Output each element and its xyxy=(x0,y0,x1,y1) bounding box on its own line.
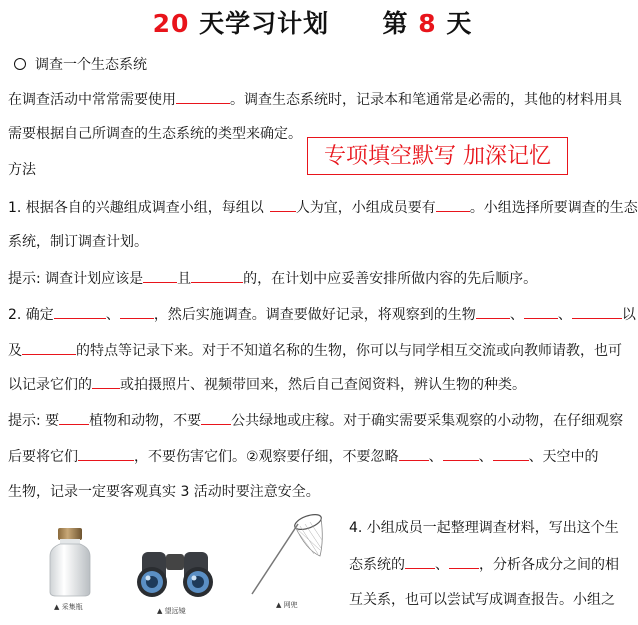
text-segment: 系统，制订调查计划。 xyxy=(8,234,148,250)
title-plan-text: 天学习计划 xyxy=(199,9,330,38)
title-day-number: 8 xyxy=(418,9,437,38)
text-segment: 互关系，也可以尝试写成调查报告。小组之 xyxy=(349,592,615,608)
text-segment: 提示: 调查计划应该是 xyxy=(8,271,144,287)
text-segment: 、 xyxy=(105,307,120,323)
text-segment: 以 xyxy=(621,307,636,323)
fill-blank[interactable] xyxy=(92,374,120,389)
text-segment: 1. 根据各自的兴趣组成调查小组，每组以 xyxy=(8,200,264,216)
fill-blank[interactable] xyxy=(143,268,177,283)
fill-blank[interactable] xyxy=(78,446,134,461)
text-segment: 、 xyxy=(428,449,443,465)
fill-blank[interactable] xyxy=(443,446,479,461)
fill-blank[interactable] xyxy=(54,304,106,319)
text-line xyxy=(8,124,302,144)
text-segment: 生物，记录一定要客观真实 3 活动时要注意安全。 xyxy=(8,484,320,500)
text-line xyxy=(349,554,619,575)
text-segment: ，然后实施调查。调查要做好记录，将观察到的生物 xyxy=(153,307,476,323)
fill-blank[interactable] xyxy=(201,410,231,425)
circle-bullet-icon xyxy=(14,58,26,70)
fill-blank[interactable] xyxy=(59,410,89,425)
fill-blank[interactable] xyxy=(399,446,429,461)
insect-net-icon xyxy=(248,510,328,598)
text-line xyxy=(8,410,623,431)
text-segment: 、 xyxy=(557,307,572,323)
fill-blank[interactable] xyxy=(436,197,470,212)
text-segment: ，分析各成分之间的相 xyxy=(479,557,619,573)
fill-blank[interactable] xyxy=(270,197,296,212)
text-segment: 需要根据自己所调查的生态系统的类型来确定。 xyxy=(8,126,302,142)
fill-blank[interactable] xyxy=(449,554,479,569)
text-segment: 及 xyxy=(8,343,22,359)
text-line xyxy=(349,518,619,538)
section-heading-text: 调查一个生态系统 xyxy=(35,57,147,73)
text-segment: ，不要伤害它们。②观察要仔细，不要忽略 xyxy=(134,449,399,465)
text-line xyxy=(8,304,636,325)
text-segment: 、 xyxy=(435,557,449,573)
fill-blank[interactable] xyxy=(572,304,622,319)
text-line xyxy=(8,482,320,502)
fill-blank[interactable] xyxy=(405,554,435,569)
fill-blank[interactable] xyxy=(524,304,558,319)
text-segment: 且 xyxy=(177,271,192,287)
text-segment: 后要将它们 xyxy=(8,449,78,465)
text-segment: 以记录它们的 xyxy=(8,377,92,393)
text-segment: 在调查活动中常常需要使用 xyxy=(8,92,176,108)
fill-blank[interactable] xyxy=(22,340,76,355)
text-line xyxy=(8,446,599,467)
text-segment: 的特点等记录下来。对于不知道名称的生物，你可以与同学相互交流或向教师请教，也可 xyxy=(76,343,622,359)
text-line xyxy=(349,590,615,610)
fill-blank[interactable] xyxy=(176,89,230,104)
text-segment: 4. 小组成员一起整理调查材料，写出这个生 xyxy=(349,520,619,536)
fill-blank[interactable] xyxy=(191,268,243,283)
text-segment: 、 xyxy=(478,449,493,465)
text-segment: 2. 确定 xyxy=(8,307,54,323)
text-line xyxy=(8,89,622,110)
section-heading xyxy=(14,54,147,74)
text-segment: 、 xyxy=(509,307,524,323)
text-segment: 提示: 要 xyxy=(8,413,60,429)
collecting-jar-icon xyxy=(44,526,96,598)
text-segment: 态系统的 xyxy=(349,557,405,573)
fill-blank[interactable] xyxy=(120,304,154,319)
text-line xyxy=(8,268,537,289)
page-title xyxy=(0,4,625,40)
text-segment: 。小组选择所要调查的生态 xyxy=(469,200,638,216)
fill-blank[interactable] xyxy=(476,304,510,319)
text-line xyxy=(8,232,148,252)
text-segment: 公共绿地或庄稼。对于确实需要采集观察的小动物，在仔细观察 xyxy=(231,413,624,429)
text-line xyxy=(8,340,622,361)
text-segment: 的，在计划中应妥善安排所做内容的先后顺序。 xyxy=(243,271,538,287)
red-stamp-note: 专项填空默写 加深记忆 xyxy=(307,137,568,175)
title-day-suffix: 天 xyxy=(446,9,473,38)
text-segment: 、天空中的 xyxy=(528,449,599,465)
jar-caption: ▲ 采集瓶 xyxy=(54,603,83,611)
text-line xyxy=(8,197,638,218)
text-segment: 植物和动物，不要 xyxy=(89,413,202,429)
title-day-count: 20 xyxy=(152,9,190,38)
text-segment: 。调查生态系统时，记录本和笔通常是必需的，其他的材料用具 xyxy=(230,92,622,108)
binoculars-caption: ▲ 望远镜 xyxy=(157,607,186,615)
binoculars-icon xyxy=(132,548,218,600)
method-label: 方法 xyxy=(8,162,36,178)
title-day-prefix: 第 xyxy=(382,9,409,38)
text-line xyxy=(8,374,526,395)
text-segment: 人为宜，小组成员要有 xyxy=(295,200,436,216)
net-caption: ▲ 网兜 xyxy=(276,601,298,609)
fill-blank[interactable] xyxy=(493,446,529,461)
text-segment: 或拍摄照片、视频带回来，然后自己查阅资料，辨认生物的种类。 xyxy=(120,377,526,393)
